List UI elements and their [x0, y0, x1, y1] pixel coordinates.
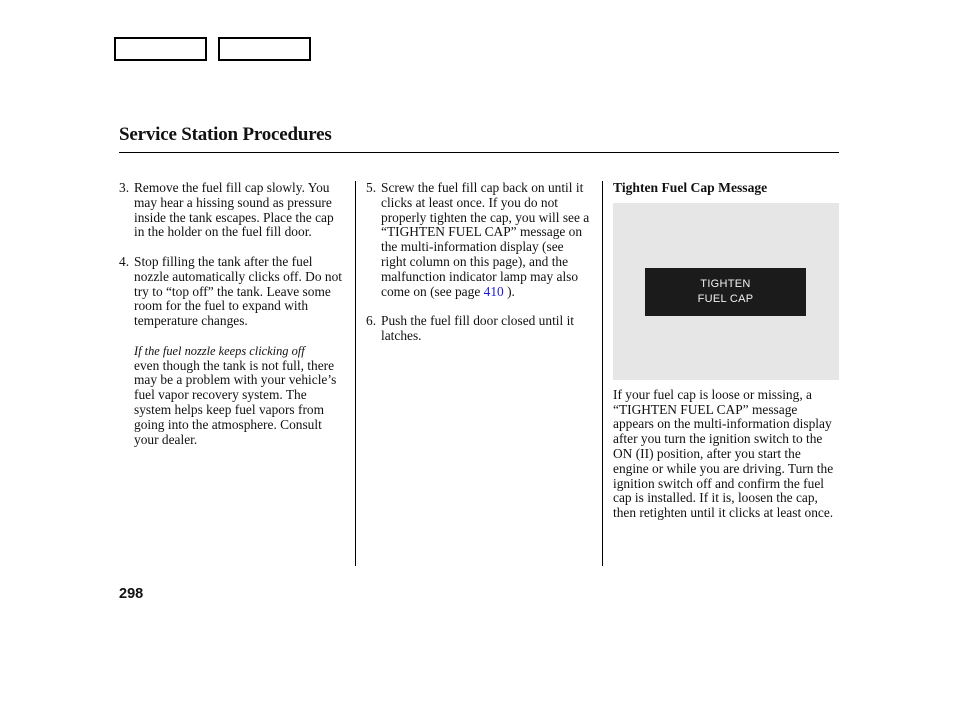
step-6: [366, 314, 592, 344]
display-line-1: TIGHTEN: [700, 277, 751, 290]
nav-button-1[interactable]: [114, 37, 207, 61]
note-heading: If the fuel nozzle keeps clicking off: [134, 343, 305, 358]
page-number: 298: [119, 586, 144, 602]
step-number: 4.: [119, 253, 130, 269]
multi-information-display: [645, 268, 806, 316]
step-3: [119, 181, 345, 240]
column-divider-2: [602, 181, 603, 566]
step-number: 6.: [366, 313, 377, 329]
step-text: [381, 181, 592, 299]
column-left: [119, 181, 345, 447]
page-link-410[interactable]: 410: [483, 283, 504, 299]
step-5: [366, 181, 592, 299]
section-text: If your fuel cap is loose or missing, a “TIGHTEN FUEL CAP” message appears on the multi-information display after you turn the ignition switch to the ON (II) position, after you start the engine or while you are driving. Turn the ignition switch off and confirm the fuel cap is installed. If it is, loosen the cap, then retighten until it clicks at least once.: [613, 386, 834, 521]
column-divider-1: [355, 181, 356, 566]
step-text: Stop filling the tank after the fuel nozzle automatically clicks off. Do not try to “top off” the tank. Leave some room for the fuel to expand with temperature changes.: [134, 253, 342, 329]
note-text: even though the tank is not full, there may be a problem with your vehicle’s fuel vapor recovery system. The system helps keep fuel vapors from going into the atmosphere. Consult your dealer.: [134, 357, 337, 447]
display-line-2: FUEL CAP: [697, 292, 754, 305]
step-number: 5.: [366, 180, 377, 195]
column-middle: [366, 181, 592, 359]
step-number: 3.: [119, 180, 130, 195]
note-fuel-nozzle: [134, 344, 345, 448]
step-text-after: ).: [503, 283, 515, 299]
page-title: Service Station Procedures: [119, 124, 332, 145]
step-4: [119, 255, 345, 329]
display-illustration: [613, 203, 839, 380]
title-divider: [119, 152, 839, 153]
section-heading: Tighten Fuel Cap Message: [613, 180, 768, 195]
step-text: Remove the fuel fill cap slowly. You may hear a hissing sound as pressure inside the tank escapes. Place the cap in the holder on the fuel fill door.: [134, 180, 334, 240]
step-text: Push the fuel fill door closed until it latches.: [381, 313, 575, 343]
step-text-before: Screw the fuel fill cap back on until it clicks at least once. If you do not properly tighten the cap, you will see a “TIGHTEN FUEL CAP” message on the multi-information display (see right column on this page), and the malfunction indicator lamp may also come on (see page: [381, 180, 590, 299]
nav-button-2[interactable]: [218, 37, 311, 61]
column-right: [613, 181, 839, 521]
